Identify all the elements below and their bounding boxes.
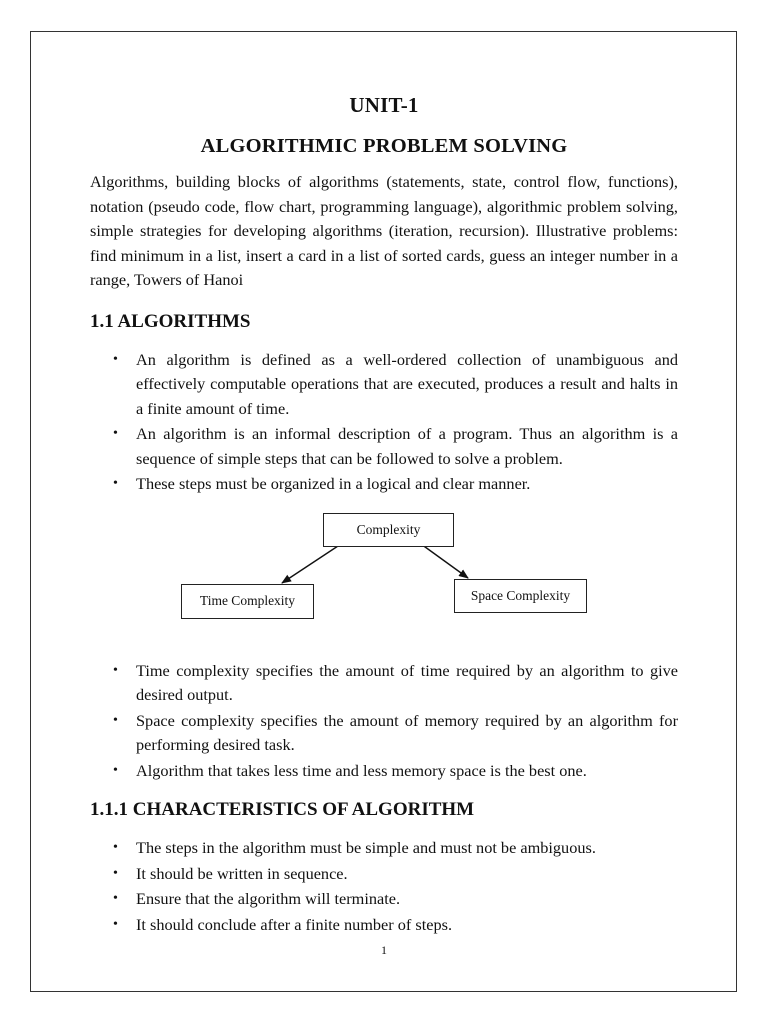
bullet-icon: •	[113, 891, 118, 906]
list-item	[90, 348, 678, 422]
arrow-to-time-complexity	[282, 544, 341, 583]
bullet-icon: •	[113, 762, 118, 778]
time-complexity-box: Time Complexity	[181, 584, 314, 619]
list-item	[90, 422, 678, 471]
bullet-icon: •	[113, 840, 118, 855]
list-item-text: Ensure that the algorithm will terminate.	[136, 889, 401, 908]
page-content	[90, 90, 678, 938]
algorithms-bullet-list	[90, 348, 678, 497]
list-item	[90, 759, 678, 784]
list-item-text: Algorithm that takes less time and less memory space is the best one.	[136, 760, 587, 780]
list-item	[90, 913, 678, 938]
list-item-text: The steps in the algorithm must be simple and must not be ambiguous.	[136, 838, 596, 857]
bullet-icon: •	[113, 426, 118, 441]
complexity-box: Complexity	[323, 513, 454, 547]
arrow-to-space-complexity	[421, 544, 468, 578]
space-complexity-box: Space Complexity	[454, 579, 587, 613]
list-item-text: Time complexity specifies the amount of time required by an algorithm to give desired output.	[136, 660, 678, 704]
list-item-text: These steps must be organized in a logical and clear manner.	[136, 474, 531, 493]
chapter-title: ALGORITHMIC PROBLEM SOLVING	[200, 135, 568, 157]
intro-paragraph: Algorithms, building blocks of algorithms (statements, state, control flow, functions), notation (pseudo code, flow chart, programming language), algorithmic problem solving, simple strategies for developing algorithms (iteration, recursion). Illustrative problems: find minimum in a list, insert a card in a list of sorted cards, guess an integer number in a range, Towers of Hanoi	[90, 172, 678, 289]
list-item	[90, 862, 678, 887]
section-heading-algorithms: 1.1 ALGORITHMS	[90, 310, 251, 332]
unit-title: UNIT-1	[349, 93, 419, 117]
list-item	[90, 709, 678, 758]
bullet-icon: •	[113, 865, 118, 881]
bullet-icon: •	[113, 662, 118, 678]
list-item-text: An algorithm is an informal description of a program. Thus an algorithm is a sequence of simple steps that can be followed to solve a problem.	[136, 424, 678, 468]
list-item-text: It should be written in sequence.	[136, 863, 348, 883]
characteristics-bullet-list	[90, 836, 678, 937]
bullet-icon: •	[113, 476, 118, 491]
page-number: 1	[381, 943, 387, 957]
list-item	[90, 472, 678, 497]
bullet-icon: •	[113, 351, 118, 367]
section-heading-characteristics: 1.1.1 CHARACTERISTICS OF ALGORITHM	[90, 799, 475, 820]
list-item-text: It should conclude after a finite number of steps.	[136, 914, 453, 934]
bullet-icon: •	[113, 916, 118, 932]
bullet-icon: •	[113, 712, 118, 728]
list-item	[90, 887, 678, 912]
list-item-text: Space complexity specifies the amount of memory required by an algorithm for performing desired task.	[136, 710, 678, 754]
list-item-text: An algorithm is defined as a well-ordered collection of unambiguous and effectively computable operations that are executed, produces a result and halts in a finite amount of time.	[136, 349, 678, 418]
list-item	[90, 659, 678, 708]
complexity-diagram	[90, 513, 678, 645]
list-item	[90, 836, 678, 861]
complexity-bullet-list	[90, 659, 678, 784]
